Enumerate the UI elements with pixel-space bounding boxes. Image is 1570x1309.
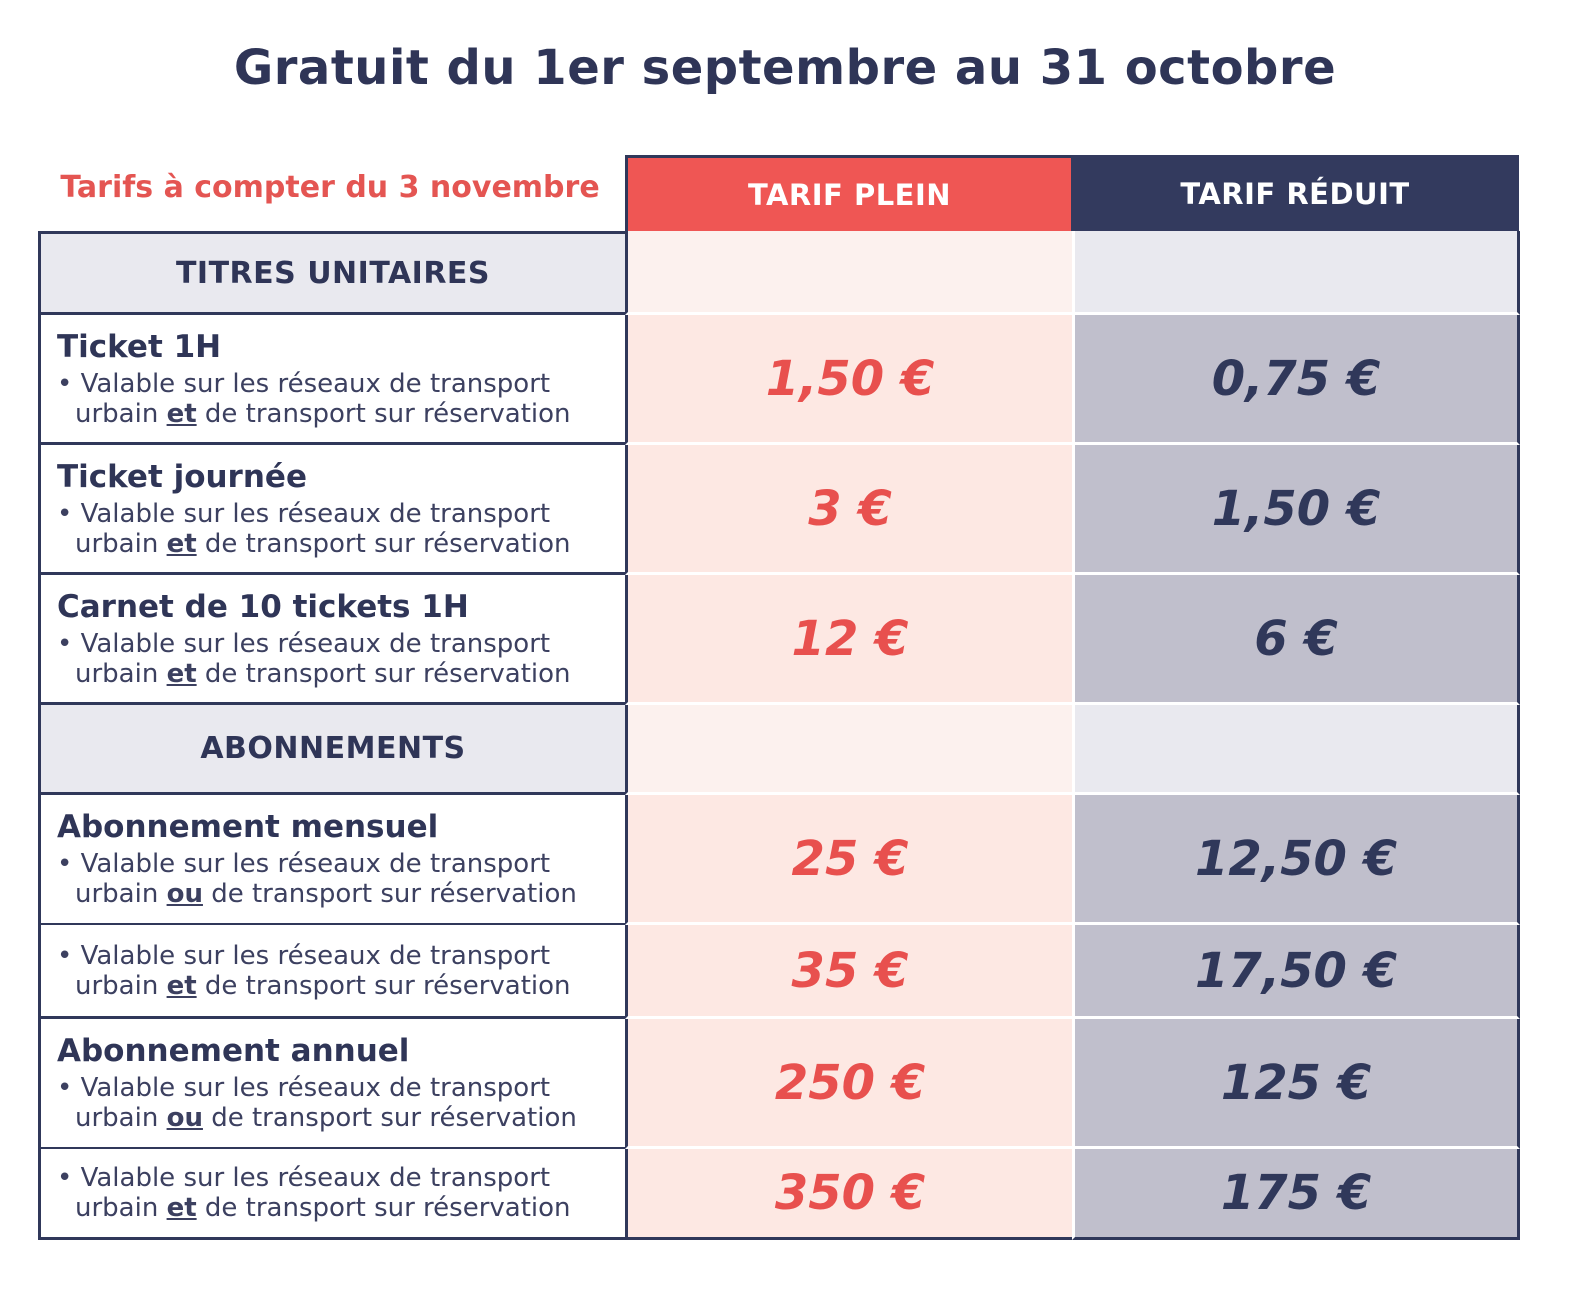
price-plein: 35 € xyxy=(625,925,1072,1019)
row-line-1: • Valable sur les réseaux de transport xyxy=(57,498,551,529)
row-description xyxy=(38,315,625,445)
row-line-2: urbain et de transport sur réservation xyxy=(75,1193,571,1223)
table-row xyxy=(38,1149,1520,1240)
price-reduit: 125 € xyxy=(1072,1019,1520,1149)
row-title: Abonnement annuel xyxy=(57,1033,410,1069)
row-title: Carnet de 10 tickets 1H xyxy=(57,588,469,625)
page-title: Gratuit du 1er septembre au 31 octobre xyxy=(233,40,1337,96)
price-plein: 250 € xyxy=(625,1019,1072,1149)
table-row xyxy=(38,315,1520,445)
conjunction: et xyxy=(166,398,197,429)
price-plein: 3 € xyxy=(625,445,1072,575)
conjunction: et xyxy=(166,528,197,559)
section-empty-reduit xyxy=(1072,705,1520,795)
column-header-tarif-reduit: TARIF RÉDUIT xyxy=(1071,155,1519,232)
row-description xyxy=(38,795,625,925)
section-empty-plein xyxy=(625,705,1072,795)
row-description xyxy=(38,925,625,1019)
table-row xyxy=(38,1019,1520,1149)
price-plein: 350 € xyxy=(625,1149,1072,1240)
row-title: Ticket 1H xyxy=(57,328,222,365)
conjunction: et xyxy=(166,658,197,689)
conjunction: et xyxy=(166,1193,197,1223)
section-row-abonnements xyxy=(38,705,1520,795)
row-line-2: urbain ou de transport sur réservation xyxy=(75,1103,577,1133)
row-description xyxy=(38,1149,625,1240)
column-header-tarif-plein: TARIF PLEIN xyxy=(625,155,1071,232)
section-empty-reduit xyxy=(1072,231,1520,315)
price-plein: 1,50 € xyxy=(625,315,1072,445)
row-line-2: urbain et de transport sur réservation xyxy=(75,398,571,429)
conjunction: et xyxy=(166,970,197,1001)
price-plein: 12 € xyxy=(625,575,1072,705)
row-line-2: urbain et de transport sur réservation xyxy=(75,658,571,689)
row-line-1: • Valable sur les réseaux de transport xyxy=(57,1073,551,1103)
table-row xyxy=(38,925,1520,1019)
price-reduit: 0,75 € xyxy=(1072,315,1520,445)
row-description xyxy=(38,575,625,705)
section-label: TITRES UNITAIRES xyxy=(175,255,491,291)
table-row xyxy=(38,795,1520,925)
conjunction: ou xyxy=(166,1103,203,1133)
row-title: Abonnement mensuel xyxy=(57,809,439,845)
row-line-2: urbain ou de transport sur réservation xyxy=(75,879,577,909)
tariff-date-subtitle: Tarifs à compter du 3 novembre xyxy=(60,170,600,205)
section-header-abonnements xyxy=(38,705,625,795)
table-row xyxy=(38,445,1520,575)
price-reduit: 6 € xyxy=(1072,575,1520,705)
price-reduit: 17,50 € xyxy=(1072,925,1520,1019)
row-description xyxy=(38,1019,625,1149)
conjunction: ou xyxy=(166,879,203,909)
price-plein: 25 € xyxy=(625,795,1072,925)
section-header-unitaires xyxy=(38,231,625,315)
table-row xyxy=(38,575,1520,705)
row-line-1: • Valable sur les réseaux de transport xyxy=(57,849,551,879)
row-line-1: • Valable sur les réseaux de transport xyxy=(57,940,551,971)
row-line-2: urbain et de transport sur réservation xyxy=(75,970,571,1001)
section-row-unitaires xyxy=(38,231,1520,315)
row-line-1: • Valable sur les réseaux de transport xyxy=(57,628,551,659)
row-line-1: • Valable sur les réseaux de transport xyxy=(57,1163,551,1193)
price-reduit: 1,50 € xyxy=(1072,445,1520,575)
row-description xyxy=(38,445,625,575)
price-reduit: 12,50 € xyxy=(1072,795,1520,925)
price-reduit: 175 € xyxy=(1072,1149,1520,1240)
row-title: Ticket journée xyxy=(57,458,307,495)
section-empty-plein xyxy=(625,231,1072,315)
section-label: ABONNEMENTS xyxy=(200,731,466,766)
row-line-1: • Valable sur les réseaux de transport xyxy=(57,368,551,399)
row-line-2: urbain et de transport sur réservation xyxy=(75,528,571,559)
